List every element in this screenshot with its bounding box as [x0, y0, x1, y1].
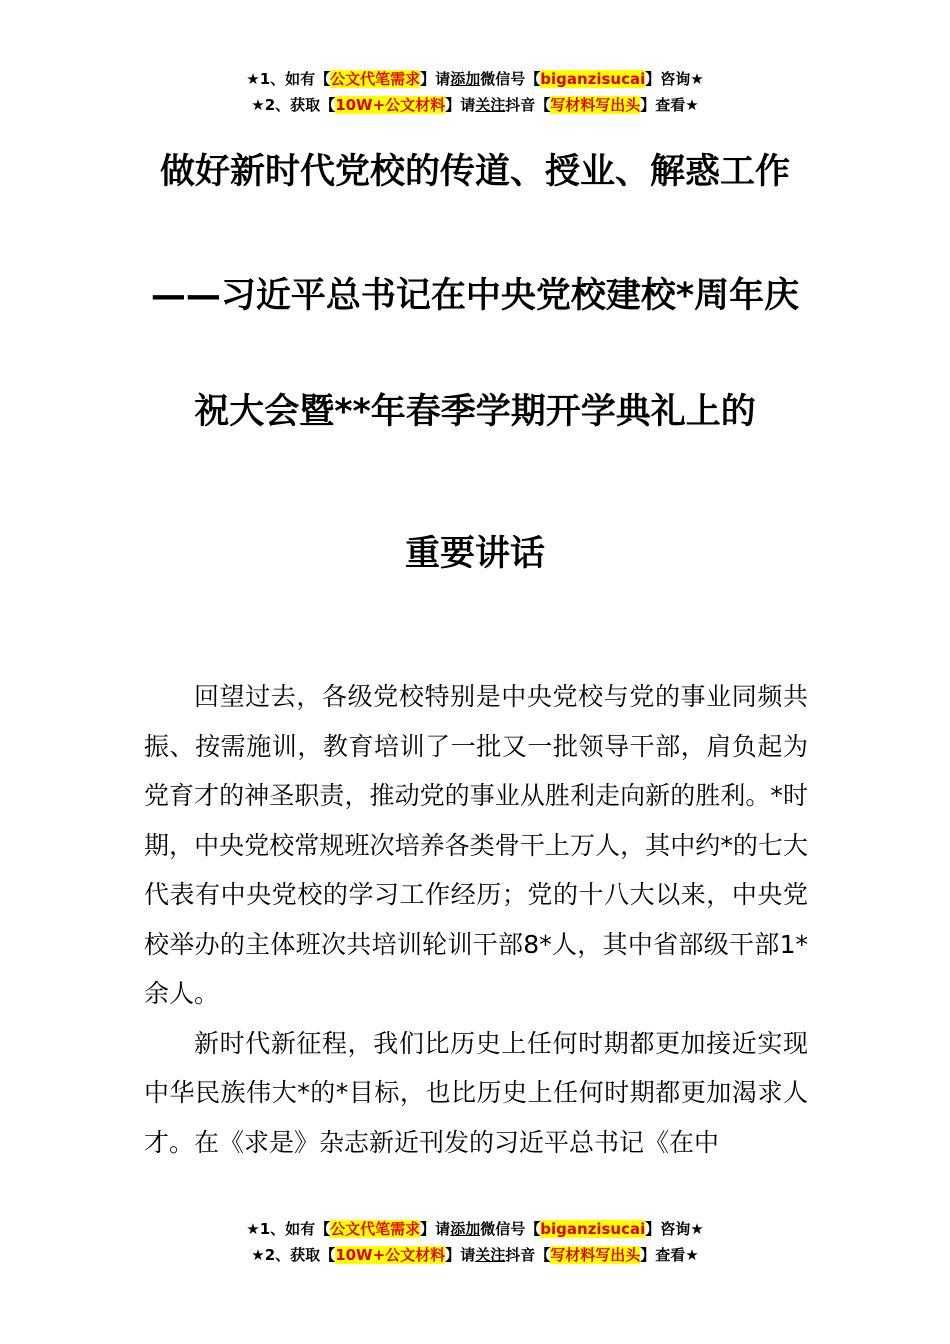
- document-subtitle-line: 祝大会暨**年春季学期开学典礼上的: [194, 392, 756, 432]
- banner-highlight: 写材料写出头: [550, 96, 641, 114]
- document-subtitle-line: 重要讲话: [404, 534, 545, 574]
- document-subtitle-line: ——习近平总书记在中央党校建校*周年庆: [150, 276, 800, 316]
- banner-text: 】咨询★: [645, 1220, 704, 1238]
- banner-underlined-text: 添加: [450, 70, 481, 88]
- banner-highlight: 公文代笔需求: [330, 1220, 421, 1238]
- banner-highlight: 公文代笔需求: [330, 70, 421, 88]
- banner-text: 】请: [420, 70, 451, 88]
- banner-line-1: [0, 66, 950, 92]
- banner-underlined-text: 关注: [475, 96, 506, 114]
- banner-underlined-text: 关注: [475, 1246, 506, 1264]
- banner-text: 】请: [445, 1246, 476, 1264]
- document-body: [144, 672, 808, 1167]
- banner-text: ★2、获取【: [251, 1246, 336, 1264]
- banner-highlight: 10W+公文材料: [335, 96, 446, 114]
- banner-line-1: [0, 1216, 950, 1242]
- banner-text: ★1、如有【: [246, 1220, 331, 1238]
- banner-text: 】请: [420, 1220, 451, 1238]
- banner-text: 】查看★: [640, 1246, 699, 1264]
- banner-line-2: [0, 1242, 950, 1268]
- body-paragraph: 新时代新征程，我们比历史上任何时期都更加接近实现中华民族伟大*的*目标，也比历史上任何时期都更加渴求人才。在《求是》杂志新近刊发的习近平总书记《在中: [144, 1028, 808, 1157]
- banner-line-2: [0, 92, 950, 118]
- banner-text: 】查看★: [640, 96, 699, 114]
- header-banner: [0, 66, 950, 118]
- banner-highlight: biganzisucai: [540, 1220, 646, 1238]
- banner-underlined-text: 添加: [450, 1220, 481, 1238]
- body-paragraph: 回望过去，各级党校特别是中央党校与党的事业同频共振、按需施训，教育培训了一批又一批领导干部，肩负起为党育才的神圣职责，推动党的事业从胜利走向新的胜利。*时期，中央党校常规班次培养各类骨干上万人，其中约*的七大代表有中央党校的学习工作经历；党的十八大以来，中央党校举办的主体班次共培训轮训干部8*人，其中省部级干部1*余人。: [144, 682, 808, 1008]
- banner-text: 抖音【: [505, 1246, 551, 1264]
- footer-banner: [0, 1216, 950, 1268]
- banner-text: 抖音【: [505, 96, 551, 114]
- banner-text: 微信号【: [480, 70, 541, 88]
- document-title: 做好新时代党校的传道、授业、解惑工作: [159, 152, 790, 192]
- banner-text: 微信号【: [480, 1220, 541, 1238]
- banner-highlight: 写材料写出头: [550, 1246, 641, 1264]
- banner-highlight: 10W+公文材料: [335, 1246, 446, 1264]
- banner-highlight: biganzisucai: [540, 70, 646, 88]
- banner-text: 】请: [445, 96, 476, 114]
- banner-text: ★1、如有【: [246, 70, 331, 88]
- banner-text: 】咨询★: [645, 70, 704, 88]
- banner-text: ★2、获取【: [251, 96, 336, 114]
